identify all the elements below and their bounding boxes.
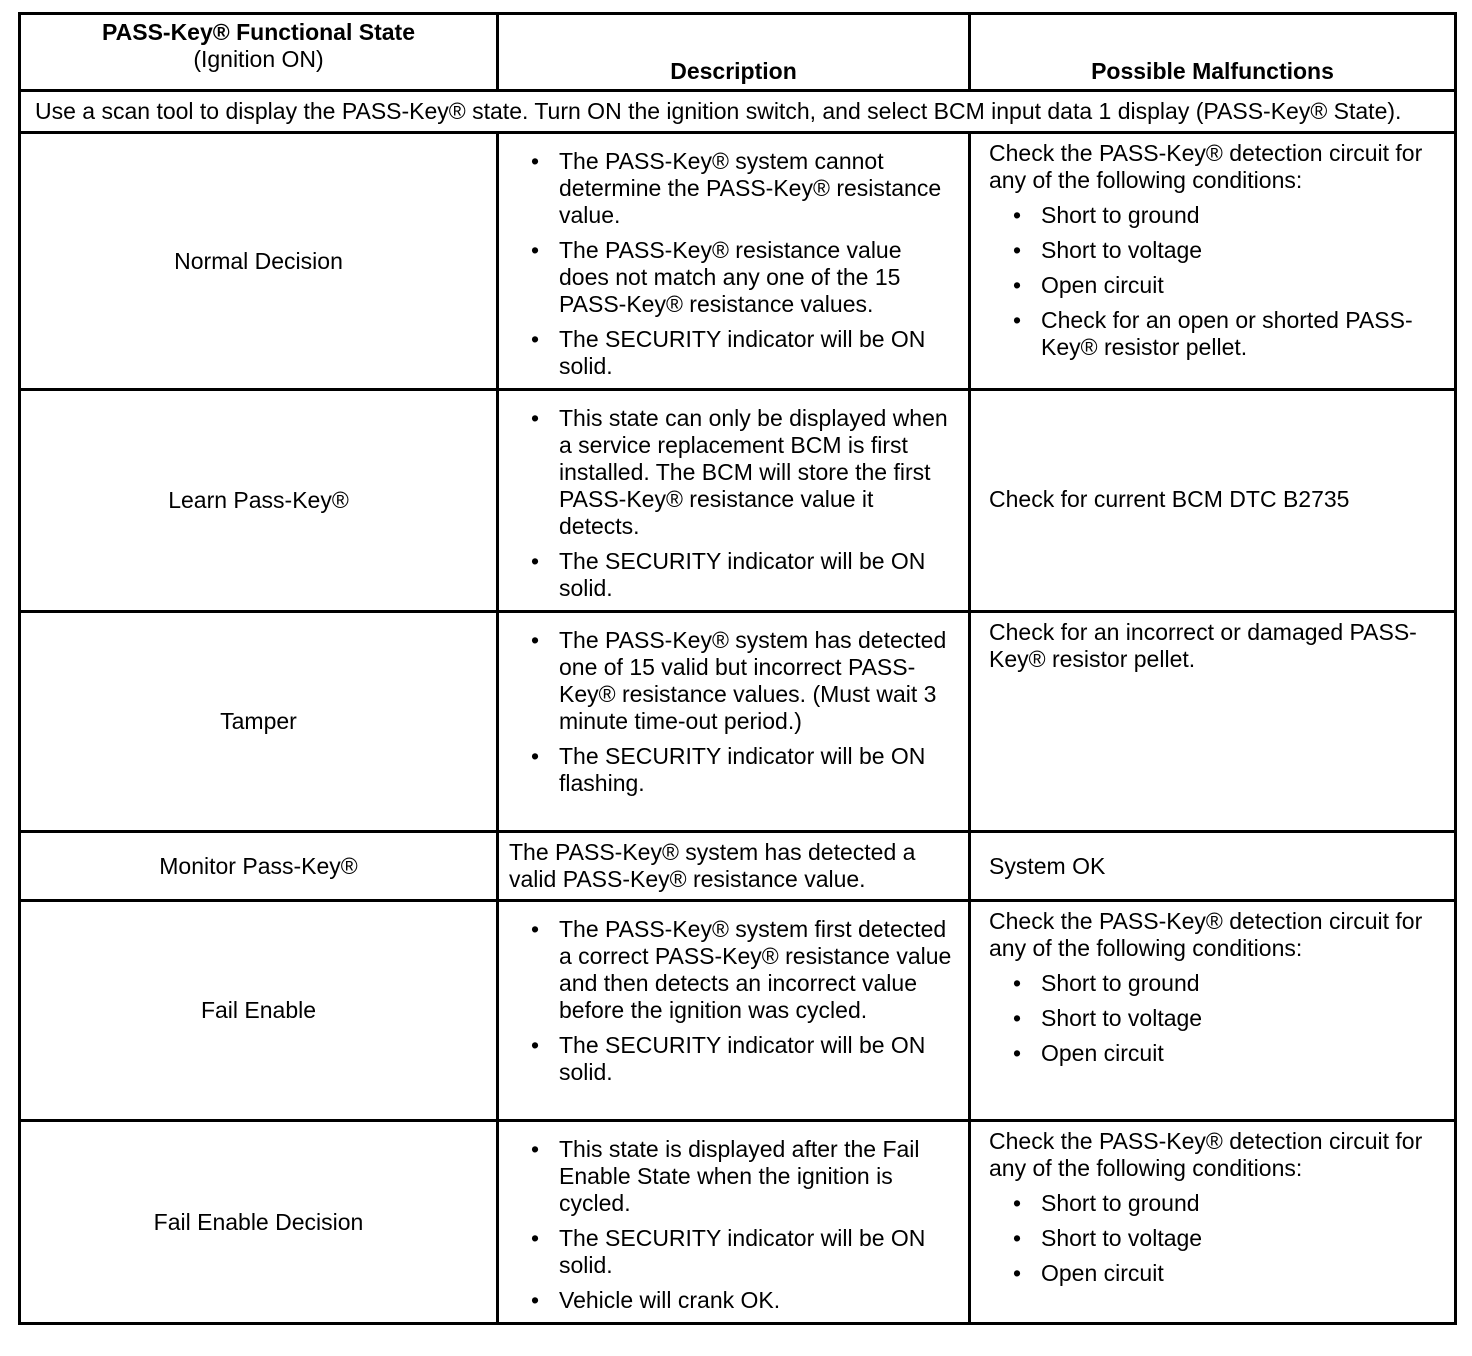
description-cell: The PASS-Key® system has detected a valid PASS-Key® resistance value. <box>498 832 970 901</box>
list-item <box>529 148 954 229</box>
intro-text: Use a scan tool to display the PASS-Key® state. Turn ON the ignition switch, and select BCM input data 1 display (PASS-Key® State). <box>20 91 1456 133</box>
malfunction-list <box>1011 970 1440 1067</box>
bullet-icon: • <box>1013 1225 1022 1251</box>
description-item: The SECURITY indicator will be ON solid. <box>559 326 926 379</box>
list-item <box>529 1287 954 1314</box>
bullet-icon: • <box>1013 970 1022 996</box>
state-name: Normal Decision <box>20 133 498 390</box>
malfunction-item: Short to ground <box>1041 202 1200 228</box>
description-list <box>529 1136 954 1314</box>
malfunction-item: Check for an open or shorted PASS-Key® resistor pellet. <box>1041 307 1413 360</box>
malfunction-item: Short to ground <box>1041 1190 1200 1216</box>
malfunction-cell <box>970 133 1456 390</box>
description-item: The PASS-Key® system first detected a correct PASS-Key® resistance value and then detects an incorrect value before the ignition was cycled. <box>559 916 952 1023</box>
malfunction-text: Check the PASS-Key® detection circuit for any of the following conditions: <box>989 908 1423 961</box>
description-cell <box>498 901 970 1121</box>
bullet-icon: • <box>531 405 540 431</box>
description-cell <box>498 133 970 390</box>
description-list <box>529 148 954 380</box>
description-list <box>529 916 954 1086</box>
pass-key-state-table <box>18 12 1457 1325</box>
intro-row <box>20 91 1456 133</box>
bullet-icon: • <box>531 237 540 263</box>
bullet-icon: • <box>1013 202 1022 228</box>
bullet-icon: • <box>1013 272 1022 298</box>
malfunction-item: Open circuit <box>1041 1260 1164 1286</box>
description-list <box>529 627 954 797</box>
malfunction-cell <box>970 1121 1456 1324</box>
list-item <box>529 237 954 318</box>
malfunction-item: Short to voltage <box>1041 1225 1203 1251</box>
description-item: The PASS-Key® system has detected one of 15 valid but incorrect PASS-Key® resistance values. (Must wait 3 minute time-out period.) <box>559 627 947 734</box>
state-name: Learn Pass-Key® <box>20 390 498 612</box>
description-item: The SECURITY indicator will be ON solid. <box>559 1225 926 1278</box>
table-row <box>20 832 1456 901</box>
list-item <box>1011 1005 1440 1032</box>
bullet-icon: • <box>531 148 540 174</box>
bullet-icon: • <box>1013 237 1022 263</box>
malfunction-item: Open circuit <box>1041 1040 1164 1066</box>
malfunction-text: Check for current BCM DTC B2735 <box>989 486 1350 512</box>
bullet-icon: • <box>531 1287 540 1313</box>
header-functional-state-title: PASS-Key® Functional State <box>101 19 415 45</box>
malfunction-cell <box>970 901 1456 1121</box>
malfunction-item: Open circuit <box>1041 272 1164 298</box>
malfunction-item: Short to voltage <box>1041 237 1203 263</box>
header-functional-state-subtitle: (Ignition ON) <box>193 46 324 72</box>
bullet-icon: • <box>531 1136 540 1162</box>
table-row <box>20 390 1456 612</box>
malfunction-cell <box>970 390 1456 612</box>
malfunction-list <box>1011 1190 1440 1287</box>
list-item <box>1011 970 1440 997</box>
malfunction-text: Check for an incorrect or damaged PASS-Key® resistor pellet. <box>989 619 1417 672</box>
header-possible-malfunctions: Possible Malfunctions <box>970 14 1456 91</box>
list-item <box>1011 202 1440 229</box>
header-row <box>20 14 1456 91</box>
state-name: Fail Enable Decision <box>20 1121 498 1324</box>
list-item <box>1011 307 1440 361</box>
state-name: Monitor Pass-Key® <box>20 832 498 901</box>
table-row <box>20 1121 1456 1324</box>
malfunction-text: Check the PASS-Key® detection circuit for any of the following conditions: <box>989 1128 1423 1181</box>
list-item <box>1011 1190 1440 1217</box>
list-item <box>529 916 954 1024</box>
list-item <box>529 1225 954 1279</box>
list-item <box>529 548 954 602</box>
list-item <box>529 743 954 797</box>
bullet-icon: • <box>1013 1005 1022 1031</box>
table-row <box>20 612 1456 832</box>
description-item: The SECURITY indicator will be ON solid. <box>559 548 926 601</box>
table-row <box>20 133 1456 390</box>
header-description: Description <box>498 14 970 91</box>
description-item: The SECURITY indicator will be ON solid. <box>559 1032 926 1085</box>
bullet-icon: • <box>1013 1260 1022 1286</box>
list-item <box>1011 272 1440 299</box>
list-item <box>529 326 954 380</box>
description-item: The SECURITY indicator will be ON flashing. <box>559 743 926 796</box>
list-item <box>529 627 954 735</box>
bullet-icon: • <box>531 743 540 769</box>
list-item <box>529 405 954 540</box>
malfunction-item: Short to voltage <box>1041 1005 1203 1031</box>
list-item <box>1011 237 1440 264</box>
malfunction-list <box>1011 202 1440 361</box>
list-item <box>1011 1040 1440 1067</box>
malfunction-item: Short to ground <box>1041 970 1200 996</box>
bullet-icon: • <box>531 627 540 653</box>
description-cell <box>498 390 970 612</box>
description-item: Vehicle will crank OK. <box>559 1287 781 1313</box>
state-name: Fail Enable <box>20 901 498 1121</box>
description-item: The PASS-Key® resistance value does not match any one of the 15 PASS-Key® resistance values. <box>559 237 902 317</box>
bullet-icon: • <box>531 326 540 352</box>
bullet-icon: • <box>531 916 540 942</box>
list-item <box>1011 1225 1440 1252</box>
malfunction-cell: System OK <box>970 832 1456 901</box>
description-cell <box>498 612 970 832</box>
bullet-icon: • <box>1013 1190 1022 1216</box>
description-item: The PASS-Key® system cannot determine the PASS-Key® resistance value. <box>559 148 942 228</box>
description-item: This state is displayed after the Fail Enable State when the ignition is cycled. <box>559 1136 920 1216</box>
header-functional-state <box>20 14 498 91</box>
table-row <box>20 901 1456 1121</box>
malfunction-cell <box>970 612 1456 832</box>
bullet-icon: • <box>1013 307 1022 333</box>
list-item <box>529 1032 954 1086</box>
bullet-icon: • <box>531 1225 540 1251</box>
state-name: Tamper <box>20 612 498 832</box>
bullet-icon: • <box>531 1032 540 1058</box>
description-list <box>529 405 954 602</box>
list-item <box>529 1136 954 1217</box>
malfunction-text: Check the PASS-Key® detection circuit for any of the following conditions: <box>989 140 1423 193</box>
bullet-icon: • <box>531 548 540 574</box>
description-cell <box>498 1121 970 1324</box>
description-item: This state can only be displayed when a service replacement BCM is first installed. The BCM will store the first PASS-Key® resistance value it detects. <box>559 405 948 539</box>
bullet-icon: • <box>1013 1040 1022 1066</box>
list-item <box>1011 1260 1440 1287</box>
